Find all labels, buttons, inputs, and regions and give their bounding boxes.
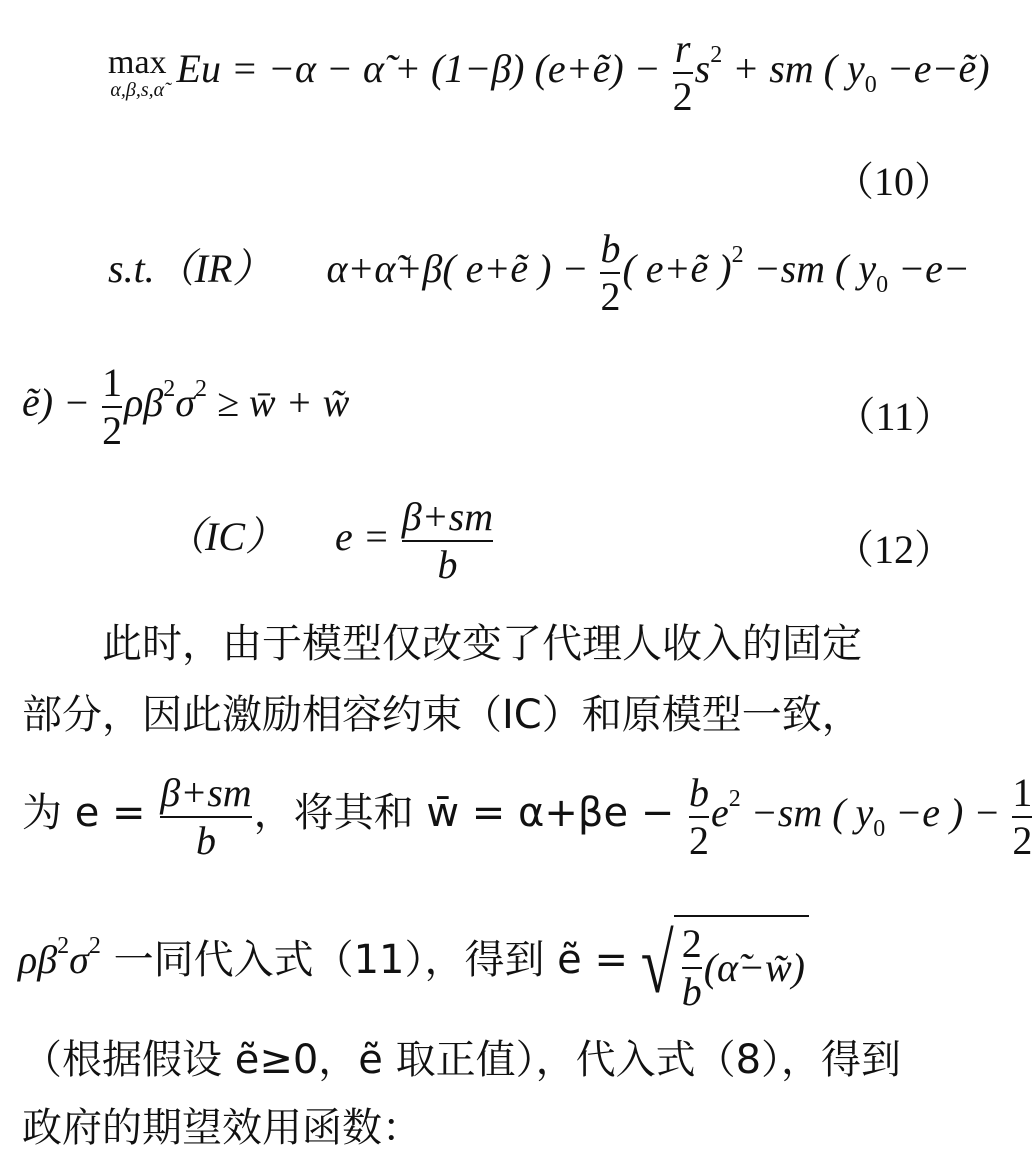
eq10-y-sub: 0 <box>864 72 877 99</box>
eq11-part2: ( e+ẽ ) <box>622 246 732 292</box>
line3-e: −e ) − <box>885 790 1011 836</box>
line4-rho-beta: ρβ <box>18 937 58 983</box>
eq11-fraction <box>600 228 620 318</box>
equation-11-line2 <box>22 362 349 452</box>
line3-d: −sm ( y <box>740 790 874 836</box>
eq11-rhs: ≥ w̄ + w̃ <box>206 380 350 426</box>
frac-denominator: 2 <box>672 74 693 119</box>
eq10-fraction <box>673 28 693 118</box>
eq11-line2a: ẽ) − <box>22 380 101 426</box>
eq10-rest: + sm ( y <box>722 46 865 92</box>
frac-numerator: 2 <box>681 921 702 966</box>
frac-denominator: 2 <box>102 408 123 453</box>
frac-denominator: 2 <box>600 274 621 319</box>
equation-12 <box>165 496 495 586</box>
eq11-sigma-sup: 2 <box>194 376 207 403</box>
line4-c: 一同代入式（11），得到 ẽ = <box>100 937 641 984</box>
eq11-y-sub: 0 <box>876 272 889 299</box>
line3-frac-2 <box>689 772 709 862</box>
frac-numerator: b <box>600 226 621 271</box>
frac-numerator: β+sm <box>401 494 494 539</box>
eq11-beta-sup: 2 <box>163 376 176 403</box>
eq12-fraction <box>402 496 493 586</box>
para-line-3 <box>22 772 1034 862</box>
sqrt-rest: (α̃−w̃) <box>703 945 805 990</box>
equation-11-line1 <box>108 228 970 318</box>
eq12-lhs: e = <box>335 514 400 560</box>
eq10-s-sup: 2 <box>710 42 723 69</box>
line3-c: e <box>711 790 729 836</box>
ic-label: （IC） <box>165 514 285 560</box>
frac-denominator: b <box>195 818 216 863</box>
line3-b: ，将其和 w̄ = α+βe − <box>253 790 687 837</box>
sqrt-frac <box>682 923 702 1013</box>
eq11-part1: α+α̃+β( e+ẽ ) − <box>326 246 599 292</box>
frac-denominator: b <box>437 542 458 587</box>
eq11-fraction-2 <box>102 362 122 452</box>
sqrt-expression: √ $\frac{2}{b}$ (α̃−w̃) <box>641 915 809 1013</box>
para-line-1: 此时，由于模型仅改变了代理人收入的固定 <box>102 621 862 667</box>
eq11-sup: 2 <box>731 242 744 269</box>
para-line-4 <box>18 915 809 1013</box>
max-operator: max <box>108 44 167 81</box>
eq10-rest2: −e−ẽ) <box>876 46 990 92</box>
eq11-part4: −e− <box>888 246 970 292</box>
eq10-s: s <box>694 46 711 92</box>
frac-numerator: r <box>674 26 691 71</box>
equation-10 <box>108 28 990 118</box>
eq11-part3: −sm ( y <box>743 246 877 292</box>
frac-numerator: β+sm <box>160 770 252 815</box>
frac-denominator: b <box>681 969 702 1014</box>
frac-denominator: 2 <box>689 818 709 863</box>
para-line-5: （根据假设 ẽ≥0，ẽ 取正值），代入式（8），得到 <box>22 1037 902 1083</box>
eq11-rho-beta: ρβ <box>124 380 164 426</box>
st-ir-label: s.t.（IR） <box>108 246 273 292</box>
max-subscript: α,β,s,α̃ <box>110 79 165 101</box>
line3-a: 为 e = <box>22 790 159 837</box>
eq12-tag: （12） <box>834 527 954 572</box>
para-line-6: 政府的期望效用函数： <box>22 1105 422 1151</box>
line4-beta-sup: 2 <box>57 933 70 960</box>
line3-frac-3 <box>1012 772 1032 862</box>
para-line-2: 部分，因此激励相容约束（IC）和原模型一致， <box>22 692 862 738</box>
frac-numerator: 1 <box>1012 770 1033 815</box>
line4-sigma-sup: 2 <box>88 933 101 960</box>
line3-y-sub: 0 <box>873 816 886 843</box>
frac-numerator: b <box>689 770 709 815</box>
frac-numerator: 1 <box>102 360 123 405</box>
line4-sigma: σ <box>69 937 89 983</box>
line3-c-sup: 2 <box>728 786 741 813</box>
eq10-lhs: Eu = −α − α̃ + (1−β) (e+ẽ) − <box>176 46 671 92</box>
eq10-tag: （10） <box>834 159 954 204</box>
frac-denominator: 2 <box>1012 818 1033 863</box>
eq11-tag: （11） <box>835 394 954 439</box>
eq11-sigma: σ <box>175 380 195 426</box>
line3-frac <box>160 772 251 862</box>
